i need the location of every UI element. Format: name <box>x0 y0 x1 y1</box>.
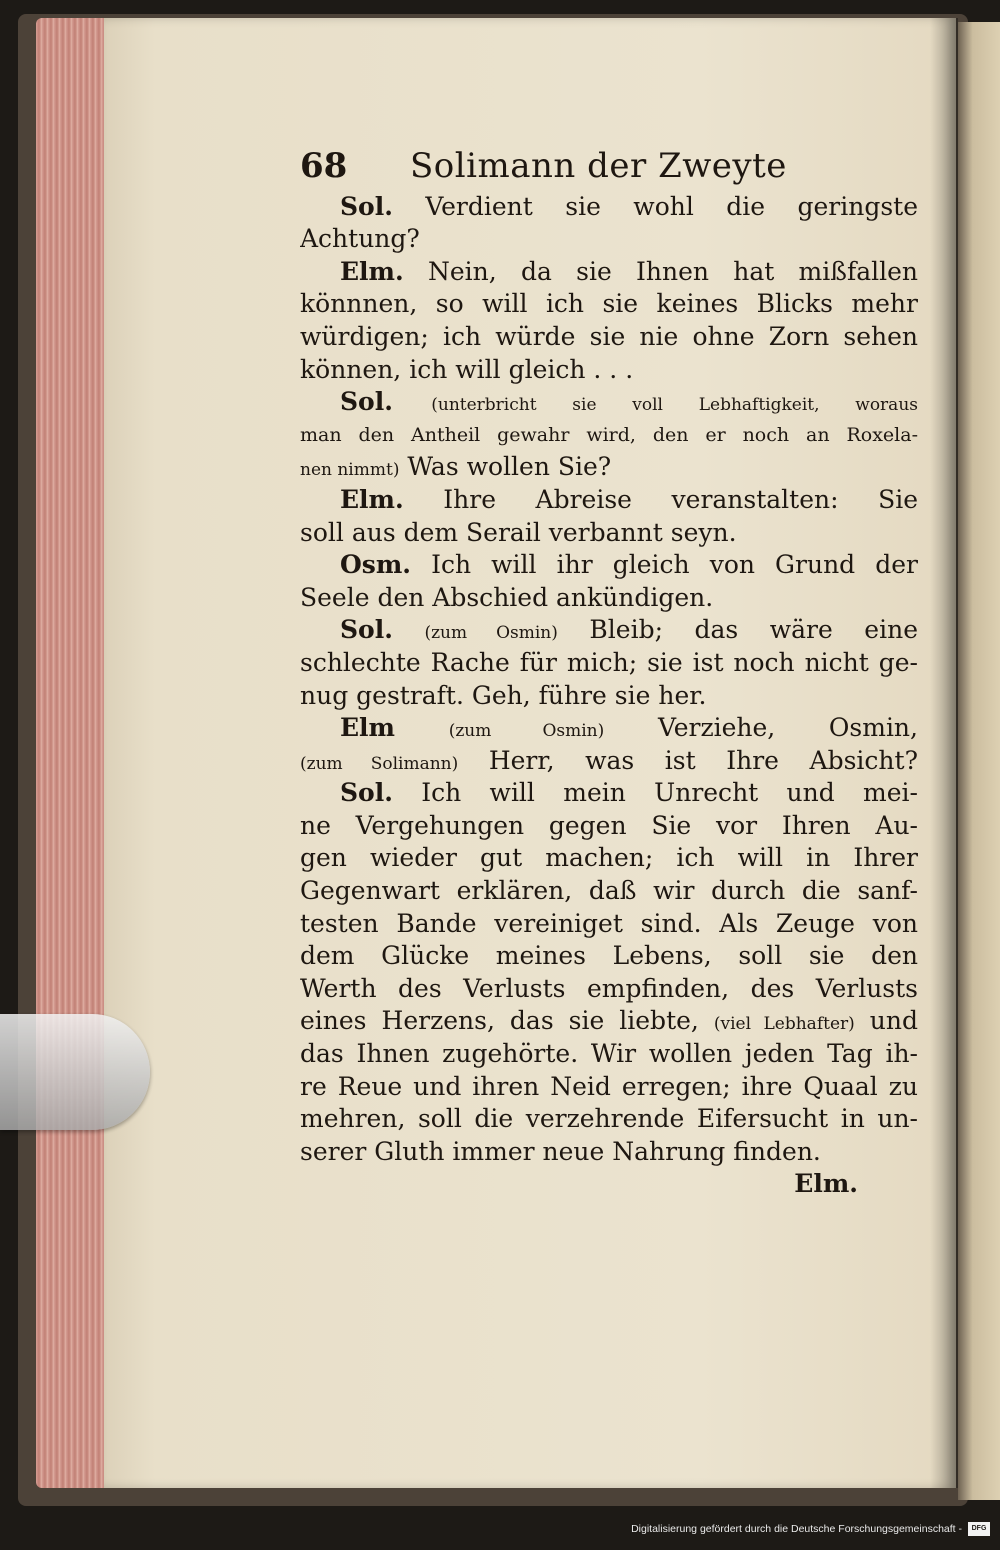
speaker: Sol. <box>340 778 393 808</box>
line-text: das Ihnen zugehörte. Wir wollen jeden Tag ih- <box>300 1039 918 1069</box>
line-text: testen Bande vereiniget sind. Als Zeuge von <box>300 908 918 938</box>
running-title: Solimann der Zweyte <box>410 146 787 186</box>
line-text: Werth des Verlusts empfinden, des Verlusts <box>300 973 918 1003</box>
dfg-logo-icon: DFG <box>968 1522 990 1536</box>
text-line <box>300 712 918 745</box>
line-text: Ich will ihr gleich von Grund der <box>431 550 918 580</box>
line-text: würdigen; ich würde sie nie ohne Zorn sehen <box>300 321 918 351</box>
stage-direction: (zum Solimann) <box>300 753 459 774</box>
text-line <box>300 1071 918 1104</box>
speaker: Sol. <box>340 615 393 645</box>
page-header <box>300 146 918 186</box>
line-text: schlechte Rache für mich; sie ist noch nicht ge- <box>300 647 918 677</box>
text-line <box>300 354 918 387</box>
stage-direction: (zum Osmin) <box>448 721 605 742</box>
gutter-shadow <box>930 18 958 1488</box>
text-line <box>300 940 918 973</box>
stage-direction: nen nimmt) <box>300 460 400 481</box>
line-text: serer Gluth immer neue Nahrung finden. <box>300 1136 821 1166</box>
page-number: 68 <box>300 146 348 186</box>
speaker: Elm <box>340 713 396 743</box>
text-line <box>300 582 918 615</box>
stage-direction: man den Antheil gewahr wird, den er noch an Roxela- <box>300 423 918 446</box>
text-line <box>300 321 918 354</box>
text-line <box>300 1103 918 1136</box>
line-text: nug gestraft. Geh, führe sie her. <box>300 680 707 710</box>
catchword: Elm. <box>794 1169 858 1199</box>
text-line <box>300 1038 918 1071</box>
line-text: Verziehe, Osmin, <box>657 713 918 743</box>
line-text: Was wollen Sie? <box>407 452 612 482</box>
text-line <box>300 288 918 321</box>
speaker: Elm. <box>340 484 404 514</box>
text-lines <box>300 191 918 1169</box>
text-line <box>300 223 918 256</box>
text-line <box>300 614 918 647</box>
line-text: Herr, was ist Ihre Absicht? <box>488 745 918 775</box>
line-text: soll aus dem Serail verbannt seyn. <box>300 517 737 547</box>
text-line <box>300 256 918 289</box>
text-line <box>300 484 918 517</box>
line-text: Verdient sie wohl die geringste <box>425 191 918 221</box>
text-line <box>300 777 918 810</box>
page-text <box>300 146 918 1201</box>
line-text: könnnen, so will ich sie keines Blicks mehr <box>300 289 918 319</box>
line-text: Ihre Abreise veranstalten: Sie <box>443 484 918 514</box>
text-line <box>300 908 918 941</box>
text-line <box>300 745 918 778</box>
text-line <box>300 647 918 680</box>
text-line <box>300 973 918 1006</box>
stage-direction: (zum Osmin) <box>424 623 558 644</box>
text-line <box>300 680 918 713</box>
text-line <box>300 810 918 843</box>
line-text: dem Glücke meines Lebens, soll sie den <box>300 941 918 971</box>
speaker: Sol. <box>340 191 393 221</box>
line-text: ne Vergehungen gegen Sie vor Ihren Au- <box>300 810 918 840</box>
text-line <box>300 386 918 419</box>
text-line <box>300 451 918 484</box>
speaker: Osm. <box>340 550 412 580</box>
line-text: mehren, soll die verzehrende Eifersucht in un- <box>300 1104 918 1134</box>
text-line <box>300 1136 918 1169</box>
text-line <box>300 517 918 550</box>
line-text: Bleib; das wäre eine <box>589 615 918 645</box>
text-line <box>300 191 918 224</box>
facing-page-edge <box>958 22 1000 1500</box>
text-line <box>300 549 918 582</box>
text-line <box>300 875 918 908</box>
text-line <box>300 419 918 452</box>
text-line <box>300 842 918 875</box>
stage-direction: (unterbricht sie voll Lebhaftigkeit, woraus <box>431 395 918 416</box>
stage-direction: (viel Lebhafter) <box>713 1014 855 1035</box>
line-text: Nein, da sie Ihnen hat mißfallen <box>427 256 918 286</box>
line-text: und <box>869 1006 918 1036</box>
line-text: re Reue und ihren Neid erregen; ihre Quaal zu <box>300 1071 918 1101</box>
line-text: Seele den Abschied ankündigen. <box>300 582 714 612</box>
line-text: Achtung? <box>300 224 420 254</box>
line-text: Gegenwart erklären, daß wir durch die sanf- <box>300 876 918 906</box>
footer-credit: Digitalisierung gefördert durch die Deutsche Forschungsgemeinschaft - <box>631 1523 962 1535</box>
digitization-footer <box>600 1514 990 1544</box>
speaker: Elm. <box>340 256 404 286</box>
speaker: Sol. <box>340 387 393 417</box>
line-text: gen wieder gut machen; ich will in Ihrer <box>300 843 918 873</box>
page-holder-clip <box>0 1014 150 1130</box>
line-text: Ich will mein Unrecht und mei- <box>421 778 918 808</box>
line-text: können, ich will gleich . . . <box>300 354 634 384</box>
line-text: eines Herzens, das sie liebte, <box>300 1006 699 1036</box>
text-line <box>300 1005 918 1038</box>
